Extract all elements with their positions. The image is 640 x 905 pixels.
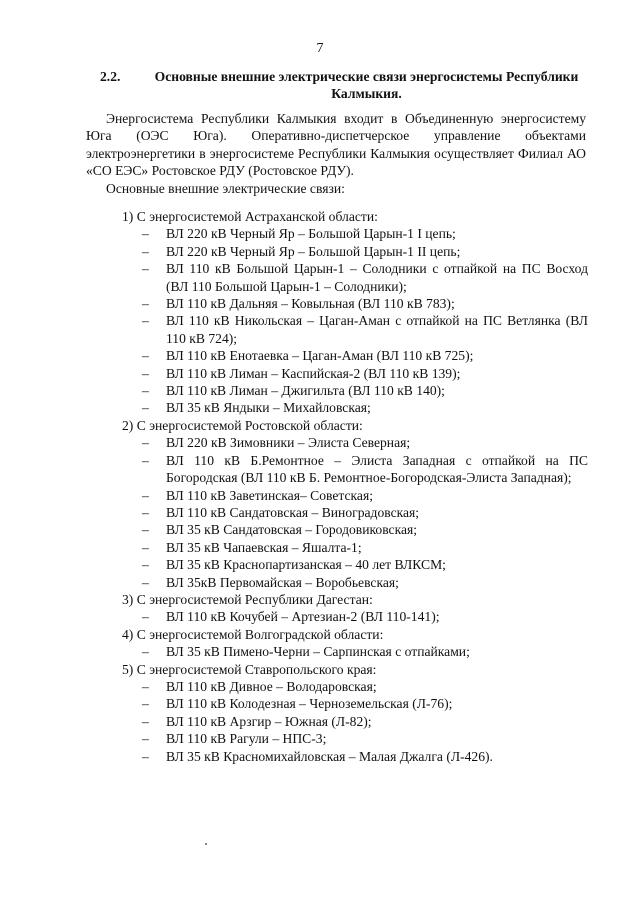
list-item xyxy=(118,365,588,382)
list-item-text: ВЛ 35 кВ Сандатовская – Городовиковская; xyxy=(166,522,418,538)
list-item xyxy=(118,539,588,556)
list-item-text: ВЛ 110 кВ Никольская – Цаган-Аман с отпайкой на ПС Ветлянка (ВЛ 110 кВ 724); xyxy=(166,313,588,346)
list-item-text: ВЛ 35 кВ Красномихайловская – Малая Джалга (Л-426). xyxy=(166,748,493,764)
list-item-text: ВЛ 110 кВ Заветинская– Советская; xyxy=(166,487,373,503)
section-title: Основные внешние электрические связи энергосистемы Республики Калмыкия. xyxy=(154,69,579,102)
list-item xyxy=(118,382,588,399)
dash-bullet: – xyxy=(142,313,149,329)
list-item xyxy=(118,504,588,521)
intro-paragraph: Энергосистема Республики Калмыкия входит в Объединенную энергосистему Юга (ОЭС Юга). Оперативно-диспетчерское управление объектами электроэнергетики в энергосистеме Республики Калмыкия осуществляет Филиал АО «СО ЕЭС» Ростовское РДУ (Ростовское РДУ). xyxy=(86,111,586,179)
connections-lead: Основные внешние электрические связи: xyxy=(106,181,345,196)
dash-bullet: – xyxy=(142,574,149,590)
list-item xyxy=(118,608,588,625)
list-item xyxy=(118,225,588,242)
list-item xyxy=(118,452,588,487)
dash-bullet: – xyxy=(142,748,149,764)
list-item-text: ВЛ 35 кВ Пимено-Черни – Сарпинская с отпайками; xyxy=(166,644,470,660)
list-item xyxy=(118,347,588,364)
list-item xyxy=(118,730,588,747)
list-item-text: ВЛ 35 кВ Чапаевская – Яшалта-1; xyxy=(166,539,362,555)
dash-bullet: – xyxy=(142,383,149,399)
list-item xyxy=(118,312,588,347)
list-item-text: ВЛ 110 кВ Сандатовская – Виноградовская; xyxy=(166,504,420,520)
connections-list xyxy=(118,208,588,765)
list-item-text: ВЛ 35 кВ Яндыки – Михайловская; xyxy=(166,400,371,416)
dash-bullet: – xyxy=(142,296,149,312)
list-item xyxy=(118,695,588,712)
dash-bullet: – xyxy=(142,678,149,694)
section-heading xyxy=(100,68,590,103)
dash-bullet: – xyxy=(142,261,149,277)
list-item xyxy=(118,521,588,538)
list-item xyxy=(118,748,588,765)
list-item xyxy=(118,399,588,416)
dash-bullet: – xyxy=(142,226,149,242)
list-item-text: ВЛ 110 кВ Колодезная – Черноземельская (Л-76); xyxy=(166,696,453,712)
dash-bullet: – xyxy=(142,609,149,625)
group-title: 4) С энергосистемой Волгоградской области: xyxy=(122,626,384,642)
dash-bullet: – xyxy=(142,696,149,712)
scan-speck xyxy=(205,843,207,845)
dash-bullet: – xyxy=(142,731,149,747)
list-item xyxy=(118,434,588,451)
list-item xyxy=(118,574,588,591)
group-title: 1) С энергосистемой Астраханской области: xyxy=(122,209,378,224)
list-item-text: ВЛ 220 кВ Зимовники – Элиста Северная; xyxy=(166,435,411,451)
list-item-text: ВЛ 110 кВ Рагули – НПС-3; xyxy=(166,731,327,747)
list-item-text: ВЛ 110 кВ Дальняя – Ковыльная (ВЛ 110 кВ 783); xyxy=(166,296,455,312)
section-number: 2.2. xyxy=(100,69,121,84)
page-number: 7 xyxy=(316,41,324,56)
dash-bullet: – xyxy=(142,644,149,660)
list-item-text: ВЛ 110 кВ Арзгир – Южная (Л-82); xyxy=(166,713,372,729)
list-item-text: ВЛ 35 кВ Краснопартизанская – 40 лет ВЛКСМ; xyxy=(166,557,446,573)
list-item-text: ВЛ 110 кВ Б.Ремонтное – Элиста Западная с отпайкой на ПС Богородская (ВЛ 110 кВ Б. Ремонтное-Богородская-Элиста Западная); xyxy=(166,452,588,486)
list-item xyxy=(118,260,588,295)
dash-bullet: – xyxy=(142,487,149,503)
list-item-text: ВЛ 220 кВ Черный Яр – Большой Царын-1 I цепь; xyxy=(166,226,456,242)
list-item-text: ВЛ 220 кВ Черный Яр – Большой Царын-1 II цепь; xyxy=(166,243,461,259)
dash-bullet: – xyxy=(142,435,149,451)
dash-bullet: – xyxy=(142,452,149,468)
dash-bullet: – xyxy=(142,348,149,364)
list-item-text: ВЛ 110 кВ Лиман – Джигильта (ВЛ 110 кВ 140); xyxy=(166,383,445,399)
dash-bullet: – xyxy=(142,522,149,538)
dash-bullet: – xyxy=(142,713,149,729)
dash-bullet: – xyxy=(142,243,149,259)
group-title: 3) С энергосистемой Республики Дагестан: xyxy=(122,591,373,607)
list-item xyxy=(118,713,588,730)
list-item xyxy=(118,295,588,312)
list-item-text: ВЛ 35кВ Первомайская – Воробьевская; xyxy=(166,574,399,590)
dash-bullet: – xyxy=(142,557,149,573)
dash-bullet: – xyxy=(142,400,149,416)
group-title: 5) С энергосистемой Ставропольского края: xyxy=(122,661,377,677)
list-item-text: ВЛ 110 кВ Дивное – Володаровская; xyxy=(166,678,377,694)
list-item-text: ВЛ 110 кВ Большой Царын-1 – Солодники с отпайкой на ПС Восход (ВЛ 110 Большой Царын-1 – Солодники); xyxy=(166,261,588,294)
list-item xyxy=(118,678,588,695)
list-item xyxy=(118,556,588,573)
dash-bullet: – xyxy=(142,365,149,381)
group-title: 2) С энергосистемой Ростовской области: xyxy=(122,417,363,433)
list-item xyxy=(118,643,588,660)
list-item xyxy=(118,243,588,260)
list-item-text: ВЛ 110 кВ Кочубей – Артезиан-2 (ВЛ 110-141); xyxy=(166,609,440,625)
dash-bullet: – xyxy=(142,504,149,520)
list-item-text: ВЛ 110 кВ Лиман – Каспийская-2 (ВЛ 110 кВ 139); xyxy=(166,365,461,381)
list-item-text: ВЛ 110 кВ Енотаевка – Цаган-Аман (ВЛ 110 кВ 725); xyxy=(166,348,474,364)
dash-bullet: – xyxy=(142,539,149,555)
list-item xyxy=(118,487,588,504)
